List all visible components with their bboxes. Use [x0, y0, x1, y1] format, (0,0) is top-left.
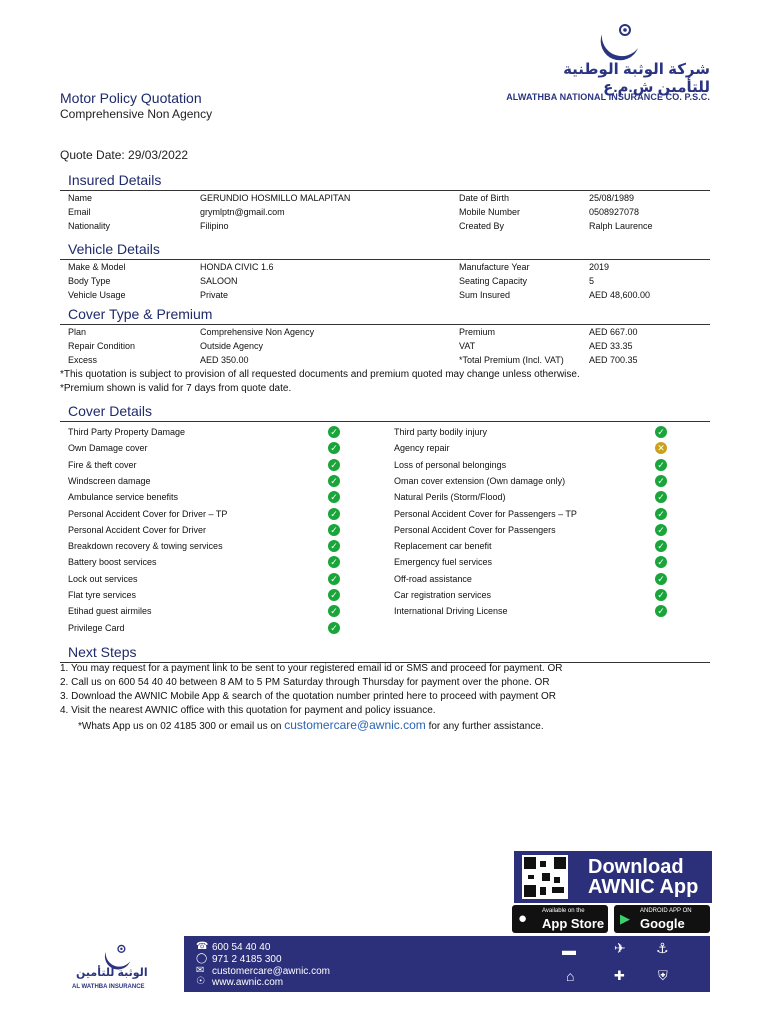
logo-arabic-text: شركة الوثبة الوطنية للتأمين ش.م.ع: [563, 61, 710, 96]
check-icon: ✓: [328, 426, 340, 438]
detail-value: Filipino: [200, 221, 229, 231]
detail-row: [60, 219, 710, 233]
customer-care-email-link[interactable]: customercare@awnic.com: [284, 718, 426, 732]
gplay-small-text: ANDROID APP ON: [640, 908, 692, 914]
step-item: 2. Call us on 600 54 40 40 between 8 AM to 5 PM Saturday through Thursday for payment over the phone. OR: [60, 677, 550, 688]
whatsapp-suffix: for any further assistance.: [428, 721, 544, 732]
cross-icon: ✕: [655, 442, 667, 454]
detail-label: Plan: [68, 327, 87, 337]
detail-label: Email: [68, 207, 91, 217]
detail-label: Name: [68, 193, 93, 203]
download-app-text: [588, 857, 698, 897]
cover-item-label: Off-road assistance: [394, 573, 472, 584]
detail-row: [60, 288, 710, 302]
check-icon: ✓: [328, 475, 340, 487]
detail-value: AED 33.35: [589, 341, 633, 351]
check-icon: ✓: [655, 573, 667, 585]
check-icon: ✓: [655, 540, 667, 552]
detail-value: AED 667.00: [589, 327, 638, 337]
apple-icon: ●: [518, 910, 528, 927]
cover-item-label: Ambulance service benefits: [68, 492, 179, 503]
cover-item-label: International Driving License: [394, 606, 508, 617]
detail-label: VAT: [459, 341, 476, 351]
footer-email[interactable]: customercare@awnic.com: [212, 966, 330, 977]
section-heading: Next Steps: [60, 643, 710, 663]
cover-details-section: [60, 402, 710, 637]
section-heading: Cover Details: [60, 402, 710, 422]
check-icon: ✓: [328, 540, 340, 552]
detail-label: Make & Model: [68, 262, 126, 272]
detail-label: Date of Birth: [459, 193, 510, 203]
email-icon: ✉: [196, 965, 205, 976]
check-icon: ✓: [328, 573, 340, 585]
detail-value: grymlptn@gmail.com: [200, 207, 285, 217]
cover-list: [60, 422, 710, 637]
cover-item-label: Natural Perils (Storm/Flood): [394, 492, 506, 503]
detail-value: HONDA CIVIC 1.6: [200, 262, 274, 272]
check-icon: ✓: [655, 426, 667, 438]
cover-item-label: Windscreen damage: [68, 475, 151, 486]
gplay-large-text: Google: [640, 916, 685, 931]
cover-item-label: Third party bodily injury: [394, 427, 488, 437]
check-icon: ✓: [655, 459, 667, 471]
cover-item-label: Third Party Property Damage: [68, 427, 186, 437]
detail-value: AED 350.00: [200, 355, 249, 365]
check-icon: ✓: [655, 605, 667, 617]
detail-row: [60, 353, 710, 367]
step-item: 3. Download the AWNIC Mobile App & search of the quotation number printed here to proceed with payment OR: [60, 691, 557, 702]
cover-item-label: Battery boost services: [68, 557, 157, 568]
car-icon: ▬: [562, 942, 576, 958]
detail-row: [60, 339, 710, 353]
insured-details-section: [60, 171, 710, 233]
detail-value: 25/08/1989: [589, 193, 635, 203]
globe-icon: ☉: [196, 976, 205, 987]
check-icon: ✓: [328, 508, 340, 520]
google-play-icon: ▶: [620, 911, 630, 926]
cover-item-label: Replacement car benefit: [394, 541, 492, 552]
cover-item-label: Flat tyre services: [68, 590, 137, 600]
appstore-large-text: App Store: [542, 916, 605, 931]
cover-item-label: Lock out services: [68, 573, 138, 584]
cover-item-label: Personal Accident Cover for Passengers – TP: [394, 508, 577, 519]
detail-row: [60, 325, 710, 339]
footer-phone[interactable]: 600 54 40 40: [212, 942, 271, 953]
check-icon: ✓: [328, 459, 340, 471]
detail-label: Vehicle Usage: [68, 290, 126, 300]
app-store-button[interactable]: [512, 905, 608, 933]
insured-details-table: [60, 191, 710, 233]
check-icon: ✓: [655, 491, 667, 503]
cover-item-label: Privilege Card: [68, 622, 125, 633]
detail-label: Excess: [68, 355, 98, 365]
detail-value: 0508927078: [589, 207, 640, 217]
shield-icon: ⛨: [658, 968, 668, 983]
detail-value: SALOON: [200, 276, 238, 286]
quote-date: Quote Date: 29/03/2022: [60, 148, 189, 162]
check-icon: ✓: [328, 491, 340, 503]
cover-item-label: Etihad guest airmiles: [68, 606, 152, 617]
detail-label: Manufacture Year: [459, 262, 530, 272]
cover-premium-section: [60, 305, 710, 367]
detail-value: AED 700.35: [589, 355, 638, 365]
detail-value: 2019: [589, 262, 610, 272]
section-heading: Insured Details: [60, 171, 710, 191]
company-logo: [506, 14, 710, 102]
detail-row: [60, 205, 710, 219]
detail-label: Repair Condition: [68, 341, 136, 351]
quotation-note: *This quotation is subject to provision of all requested documents and premium quoted may change unless otherwise.: [60, 369, 580, 380]
logo-english-text: ALWATHBA NATIONAL INSURANCE CO. P.S.C.: [506, 92, 710, 102]
detail-label: *Total Premium (Incl. VAT): [459, 355, 564, 365]
check-icon: ✓: [655, 475, 667, 487]
detail-label: Seating Capacity: [459, 276, 528, 286]
detail-value: Outside Agency: [200, 341, 264, 351]
cover-item-label: Personal Accident Cover for Driver: [68, 524, 207, 535]
boat-icon: ⚓: [656, 940, 669, 956]
detail-value: Private: [200, 290, 229, 300]
page-subtitle: Comprehensive Non Agency: [60, 107, 213, 121]
footer-website[interactable]: www.awnic.com: [212, 977, 284, 988]
detail-label: Premium: [459, 327, 496, 337]
detail-value: Comprehensive Non Agency: [200, 327, 315, 337]
section-heading: Vehicle Details: [60, 240, 710, 260]
whatsapp-prefix: *Whats App us on 02 4185 300 or email us on: [78, 721, 282, 732]
footer-logo-arabic: الوثبة للتأمين: [76, 967, 148, 979]
cover-item-label: Emergency fuel services: [394, 557, 493, 568]
download-app-banner[interactable]: [514, 851, 712, 903]
vehicle-details-section: [60, 240, 710, 302]
cover-item-label: Loss of personal belongings: [394, 459, 507, 470]
check-icon: ✓: [655, 589, 667, 601]
cover-item-label: Oman cover extension (Own damage only): [394, 475, 566, 486]
cover-item-label: Car registration services: [394, 590, 492, 600]
check-icon: ✓: [655, 524, 667, 536]
footer-whatsapp[interactable]: 971 2 4185 300: [212, 954, 282, 965]
detail-label: Mobile Number: [459, 207, 521, 217]
google-play-button[interactable]: [614, 905, 710, 933]
phone-icon: ☎: [196, 941, 209, 952]
whatsapp-line: [60, 718, 563, 734]
footer-logo: [70, 936, 170, 996]
cover-item-label: Fire & theft cover: [68, 459, 137, 470]
check-icon: ✓: [655, 508, 667, 520]
check-icon: ✓: [328, 442, 340, 454]
appstore-small-text: Available on the: [542, 908, 585, 914]
cover-item-label: Personal Accident Cover for Driver – TP: [68, 508, 228, 519]
next-steps-section: [60, 643, 710, 663]
detail-value: 5: [589, 276, 595, 286]
download-line-1: Download: [588, 856, 684, 878]
detail-label: Body Type: [68, 276, 111, 286]
check-icon: ✓: [328, 524, 340, 536]
detail-row: [60, 260, 710, 274]
check-icon: ✓: [328, 622, 340, 634]
detail-row: [60, 274, 710, 288]
step-item: 4. Visit the nearest AWNIC office with this quotation for payment and policy issuance.: [60, 705, 436, 716]
detail-label: Nationality: [68, 221, 111, 231]
cover-item-label: Agency repair: [394, 443, 450, 454]
logo-crescent-icon: [594, 14, 646, 64]
footer-logo-english: AL WATHBA INSURANCE: [72, 984, 145, 990]
cover-item-label: Personal Accident Cover for Passengers: [394, 524, 556, 535]
cover-item-label: Breakdown recovery & towing services: [68, 541, 223, 552]
check-icon: ✓: [328, 589, 340, 601]
detail-label: Sum Insured: [459, 290, 511, 300]
home-icon: ⌂: [566, 968, 575, 984]
detail-row: [60, 191, 710, 205]
download-line-2: AWNIC App: [588, 876, 699, 898]
check-icon: ✓: [328, 605, 340, 617]
page-title: Motor Policy Quotation: [60, 90, 202, 106]
qr-code-icon: [522, 855, 568, 899]
detail-value: GERUNDIO HOSMILLO MALAPITAN: [200, 193, 351, 203]
check-icon: ✓: [655, 556, 667, 568]
step-item: 1. You may request for a payment link to be sent to your registered email id or SMS and proceed for payment. OR: [60, 663, 563, 674]
detail-label: Created By: [459, 221, 505, 231]
medical-icon: ✚: [614, 968, 625, 983]
plane-icon: ✈: [614, 940, 626, 956]
validity-note: *Premium shown is valid for 7 days from quote date.: [60, 383, 292, 394]
cover-item-label: Own Damage cover: [68, 443, 148, 454]
next-steps-list: [60, 662, 563, 734]
vehicle-details-table: [60, 260, 710, 302]
section-heading: Cover Type & Premium: [60, 305, 710, 325]
footer-contact-bar: [184, 936, 710, 992]
check-icon: ✓: [328, 556, 340, 568]
detail-value: Ralph Laurence: [589, 221, 653, 231]
premium-table: [60, 325, 710, 367]
whatsapp-icon: ◯: [196, 953, 208, 964]
detail-value: AED 48,600.00: [589, 290, 651, 300]
